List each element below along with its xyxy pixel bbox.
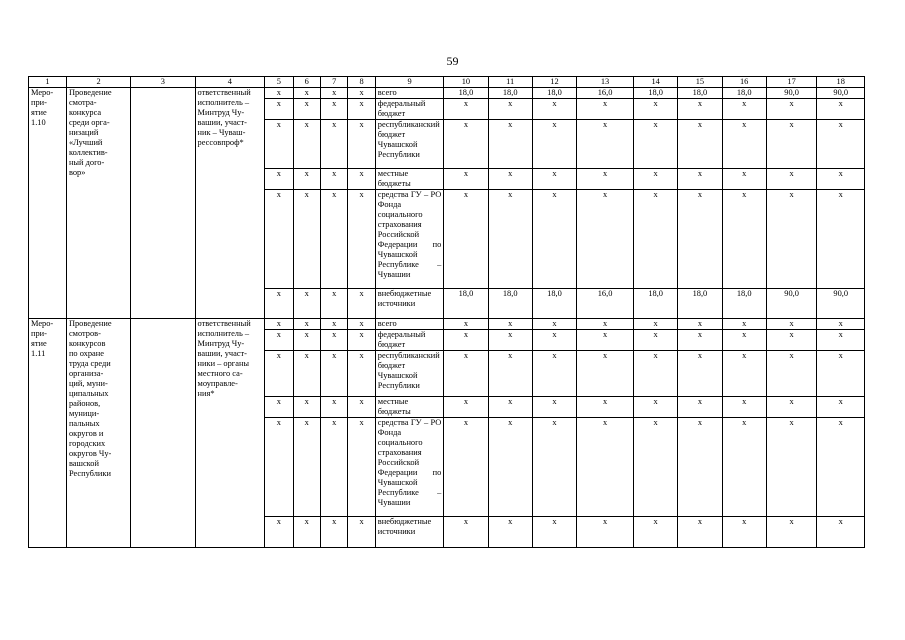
cell-value: x (348, 397, 375, 418)
amount-value: 18,0 (634, 289, 678, 319)
amount-value: x (444, 99, 488, 120)
cell-value: x (320, 517, 347, 548)
amount-value: x (577, 190, 634, 289)
amount-value: 90,0 (766, 88, 817, 99)
amount-value: x (766, 517, 817, 548)
amount-value: x (678, 351, 722, 397)
amount-value: 18,0 (532, 289, 576, 319)
cell-value: x (320, 120, 347, 169)
amount-value: x (577, 418, 634, 517)
amount-value: x (817, 397, 865, 418)
funding-source: федеральный бюджет (375, 99, 444, 120)
amount-value: x (577, 99, 634, 120)
column-header: 18 (817, 77, 865, 88)
amount-value: x (678, 99, 722, 120)
program-table (28, 76, 865, 548)
amount-value: x (488, 397, 532, 418)
amount-value: 18,0 (678, 88, 722, 99)
page-number: 59 (446, 54, 459, 68)
amount-value: x (532, 517, 576, 548)
amount-value: x (532, 120, 576, 169)
cell-value: x (293, 190, 320, 289)
cell-value: x (320, 99, 347, 120)
amount-value: x (817, 190, 865, 289)
amount-value: x (766, 99, 817, 120)
cell-value: x (348, 418, 375, 517)
amount-value: x (766, 351, 817, 397)
cell-value: x (348, 330, 375, 351)
amount-value: x (722, 120, 766, 169)
amount-value: x (817, 517, 865, 548)
amount-value: 18,0 (678, 289, 722, 319)
amount-value: x (634, 418, 678, 517)
funding-source: местные бюджеты (375, 169, 444, 190)
column-header: 3 (131, 77, 195, 88)
amount-value: x (678, 190, 722, 289)
measure-id: Меро- при- ятие 1.11 (29, 319, 67, 548)
cell-value: x (320, 88, 347, 99)
funding-source: республиканский бюджет Чувашской Республики (375, 120, 444, 169)
cell-value: x (293, 289, 320, 319)
column-header: 13 (577, 77, 634, 88)
amount-value: x (577, 397, 634, 418)
amount-value: x (444, 418, 488, 517)
column-header: 1 (29, 77, 67, 88)
amount-value: x (577, 169, 634, 190)
amount-value: 18,0 (488, 88, 532, 99)
amount-value: x (488, 517, 532, 548)
amount-value: x (532, 190, 576, 289)
cell-value: x (293, 319, 320, 330)
cell-value: x (265, 169, 293, 190)
cell-value: x (293, 88, 320, 99)
cell-value: x (320, 169, 347, 190)
amount-value: x (722, 169, 766, 190)
amount-value: x (722, 351, 766, 397)
amount-value: x (577, 319, 634, 330)
cell-value: x (265, 330, 293, 351)
amount-value: x (532, 351, 576, 397)
column-header: 4 (195, 77, 265, 88)
cell-value: x (348, 169, 375, 190)
funding-source: средства ГУ – РО Фонда социального страхования Российской Федерации по Чувашской Республике – Чувашии (375, 190, 444, 289)
table-row (29, 88, 865, 99)
cell-value: x (293, 397, 320, 418)
cell-value: x (348, 319, 375, 330)
amount-value: 90,0 (817, 88, 865, 99)
cell-value: x (320, 397, 347, 418)
amount-value: x (488, 330, 532, 351)
amount-value: x (444, 351, 488, 397)
amount-value: x (532, 330, 576, 351)
amount-value: 16,0 (577, 289, 634, 319)
column-header: 11 (488, 77, 532, 88)
amount-value: x (634, 319, 678, 330)
column-header: 16 (722, 77, 766, 88)
cell-value: x (293, 120, 320, 169)
amount-value: x (678, 169, 722, 190)
amount-value: x (444, 397, 488, 418)
amount-value: x (678, 120, 722, 169)
amount-value: x (766, 418, 817, 517)
cell-value: x (348, 190, 375, 289)
amount-value: x (488, 169, 532, 190)
cell-value: x (348, 351, 375, 397)
amount-value: x (488, 120, 532, 169)
cell-value: x (293, 418, 320, 517)
column-header: 14 (634, 77, 678, 88)
column-header: 17 (766, 77, 817, 88)
amount-value: 18,0 (634, 88, 678, 99)
amount-value: 18,0 (444, 88, 488, 99)
amount-value: x (488, 319, 532, 330)
amount-value: x (634, 351, 678, 397)
column-header: 5 (265, 77, 293, 88)
amount-value: x (766, 169, 817, 190)
cell-value: x (265, 319, 293, 330)
amount-value: 18,0 (722, 88, 766, 99)
amount-value: x (766, 120, 817, 169)
amount-value: x (678, 330, 722, 351)
amount-value: x (722, 319, 766, 330)
amount-value: x (817, 120, 865, 169)
amount-value: x (577, 120, 634, 169)
amount-value: x (444, 169, 488, 190)
column-header: 7 (320, 77, 347, 88)
amount-value: x (722, 517, 766, 548)
amount-value: x (722, 330, 766, 351)
amount-value: x (488, 351, 532, 397)
cell-value: x (320, 330, 347, 351)
amount-value: x (678, 517, 722, 548)
amount-value: x (817, 351, 865, 397)
amount-value: 90,0 (766, 289, 817, 319)
measure-executor: ответственный исполнитель – Минтруд Чу- вашии, участ- ники – органы местного са- моуправле- ния* (195, 319, 265, 548)
amount-value: x (722, 190, 766, 289)
cell-value: x (320, 351, 347, 397)
cell-value: x (265, 289, 293, 319)
funding-source: всего (375, 319, 444, 330)
amount-value: 18,0 (722, 289, 766, 319)
amount-value: x (634, 517, 678, 548)
amount-value: x (817, 330, 865, 351)
amount-value: x (577, 351, 634, 397)
amount-value: x (444, 319, 488, 330)
funding-source: федеральный бюджет (375, 330, 444, 351)
amount-value: x (488, 99, 532, 120)
amount-value: x (634, 397, 678, 418)
cell-value: x (265, 397, 293, 418)
amount-value: x (634, 169, 678, 190)
amount-value: x (722, 397, 766, 418)
amount-value: x (817, 418, 865, 517)
amount-value: x (678, 397, 722, 418)
amount-value: x (532, 169, 576, 190)
amount-value: x (577, 330, 634, 351)
cell-value: x (348, 289, 375, 319)
cell-value: x (348, 120, 375, 169)
amount-value: x (634, 190, 678, 289)
amount-value: x (532, 99, 576, 120)
cell-value: x (320, 319, 347, 330)
funding-source: средства ГУ – РО Фонда социального страхования Российской Федерации по Чувашской Республике – Чувашии (375, 418, 444, 517)
amount-value: x (722, 99, 766, 120)
amount-value: x (766, 319, 817, 330)
amount-value: x (817, 169, 865, 190)
column-header: 10 (444, 77, 488, 88)
funding-source: всего (375, 88, 444, 99)
amount-value: x (678, 418, 722, 517)
amount-value: x (532, 397, 576, 418)
amount-value: x (488, 190, 532, 289)
column-header: 15 (678, 77, 722, 88)
amount-value: x (444, 517, 488, 548)
cell-value: x (265, 517, 293, 548)
amount-value: x (488, 418, 532, 517)
amount-value: x (817, 319, 865, 330)
measure-id: Меро- при- ятие 1.10 (29, 88, 67, 319)
amount-value: x (634, 99, 678, 120)
column-header: 9 (375, 77, 444, 88)
cell-value: x (348, 88, 375, 99)
amount-value: 18,0 (532, 88, 576, 99)
column-header: 2 (66, 77, 130, 88)
cell-value: x (265, 88, 293, 99)
cell-value: x (293, 99, 320, 120)
measure-col3 (131, 88, 195, 319)
amount-value: x (766, 190, 817, 289)
amount-value: x (766, 397, 817, 418)
amount-value: 18,0 (444, 289, 488, 319)
table-row (29, 319, 865, 330)
amount-value: x (444, 330, 488, 351)
measure-executor: ответственный исполнитель – Минтруд Чу- вашии, участ- ник – Чуваш- рессовпроф* (195, 88, 265, 319)
cell-value: x (320, 190, 347, 289)
header-row (29, 77, 865, 88)
cell-value: x (293, 169, 320, 190)
funding-source: внебюджетные источники (375, 517, 444, 548)
amount-value: 90,0 (817, 289, 865, 319)
amount-value: x (766, 330, 817, 351)
amount-value: x (722, 418, 766, 517)
amount-value: x (577, 517, 634, 548)
funding-source: внебюджетные источники (375, 289, 444, 319)
amount-value: x (444, 120, 488, 169)
cell-value: x (293, 330, 320, 351)
measure-name: Проведение смотров- конкурсов по охране труда среди организа- ций, муни- ципальных районов, муници- пальных округов и городских округов Чу- вашской Республики (66, 319, 130, 548)
amount-value: x (634, 120, 678, 169)
cell-value: x (265, 351, 293, 397)
funding-source: местные бюджеты (375, 397, 444, 418)
funding-source: республиканский бюджет Чувашской Республики (375, 351, 444, 397)
measure-name: Проведение смотра- конкурса среди орга- низаций «Лучший коллектив- ный дого- вор» (66, 88, 130, 319)
column-header: 12 (532, 77, 576, 88)
cell-value: x (320, 289, 347, 319)
measure-col3 (131, 319, 195, 548)
amount-value: 18,0 (488, 289, 532, 319)
cell-value: x (320, 418, 347, 517)
cell-value: x (348, 99, 375, 120)
cell-value: x (293, 517, 320, 548)
amount-value: x (532, 418, 576, 517)
amount-value: x (817, 99, 865, 120)
amount-value: x (532, 319, 576, 330)
column-header: 6 (293, 77, 320, 88)
cell-value: x (348, 517, 375, 548)
cell-value: x (265, 190, 293, 289)
cell-value: x (265, 99, 293, 120)
cell-value: x (265, 418, 293, 517)
amount-value: 16,0 (577, 88, 634, 99)
amount-value: x (678, 319, 722, 330)
cell-value: x (293, 351, 320, 397)
column-header: 8 (348, 77, 375, 88)
amount-value: x (444, 190, 488, 289)
cell-value: x (265, 120, 293, 169)
amount-value: x (634, 330, 678, 351)
